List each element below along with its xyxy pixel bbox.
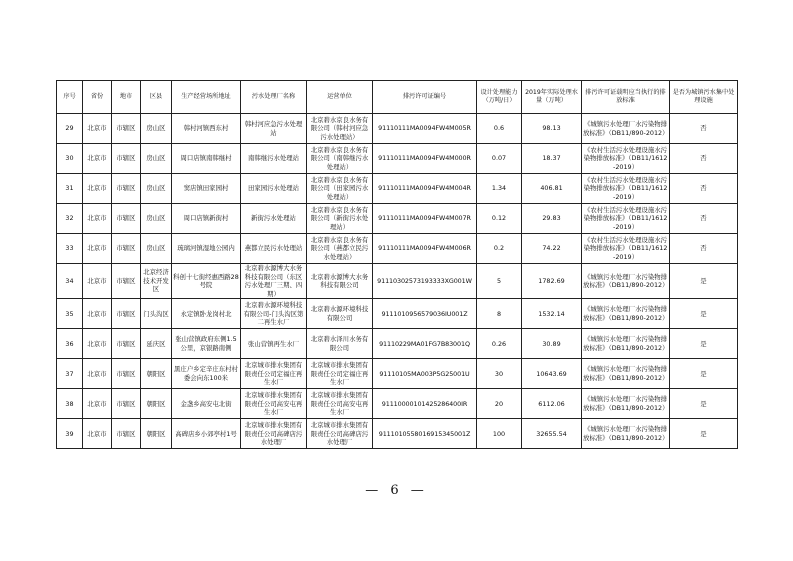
capacity-cell: 1.34 — [477, 174, 522, 204]
serial-number-cell: 39 — [57, 419, 83, 449]
table-row — [57, 359, 738, 389]
centralized-facility-cell: 否 — [670, 144, 738, 174]
city-cell: 市辖区 — [112, 299, 141, 329]
column-header: 是否为城镇污水集中处理设施 — [670, 81, 738, 114]
operator-cell: 北京碧水京良水务有限公司（新街污水处理站） — [307, 204, 373, 234]
treated-volume-cell: 30.89 — [522, 329, 582, 359]
district-cell: 北京经济技术开发区 — [141, 264, 172, 299]
treated-volume-cell: 10643.69 — [522, 359, 582, 389]
address-cell: 黑庄户乡定辛庄东村村委会向东100米 — [172, 359, 241, 389]
plant-name-cell: 南韩继污水处理站 — [241, 144, 307, 174]
operator-cell: 北京碧水京良水务有限公司（韩村河应急污水处理站） — [307, 114, 373, 144]
discharge-standard-cell: 《城镇污水处理厂水污染物排放标准》（DB11/890-2012） — [582, 114, 670, 144]
discharge-standard-cell: 《城镇污水处理厂水污染物排放标准》（DB11/890-2012） — [582, 299, 670, 329]
operator-cell: 北京碧水源环境科技有限公司 — [307, 299, 373, 329]
column-header: 生产经营场所地址 — [172, 81, 241, 114]
plant-name-cell: 北京城市排水集团有限责任公司高碑店污水处理厂 — [241, 419, 307, 449]
permit-number-cell: 91110111MA0094FW4M000R — [373, 144, 477, 174]
centralized-facility-cell: 是 — [670, 264, 738, 299]
treated-volume-cell: 74.22 — [522, 234, 582, 264]
permit-number-cell: 9111010956579036IU001Z — [373, 299, 477, 329]
permit-number-cell: 91110111MA0094FW4M006R — [373, 234, 477, 264]
city-cell: 市辖区 — [112, 174, 141, 204]
serial-number-cell: 32 — [57, 204, 83, 234]
serial-number-cell: 30 — [57, 144, 83, 174]
page-number: — 6 — — [365, 483, 428, 498]
column-header: 序号 — [57, 81, 83, 114]
table-row — [57, 389, 738, 419]
capacity-cell: 0.07 — [477, 144, 522, 174]
city-cell: 市辖区 — [112, 419, 141, 449]
district-cell: 房山区 — [141, 114, 172, 144]
operator-cell: 北京碧水京良水务有限公司（燕都立民污水处理站） — [307, 234, 373, 264]
treated-volume-cell: 18.37 — [522, 144, 582, 174]
city-cell: 市辖区 — [112, 359, 141, 389]
city-cell: 市辖区 — [112, 204, 141, 234]
address-cell: 科创十七街经惠西路28号院 — [172, 264, 241, 299]
centralized-facility-cell: 是 — [670, 329, 738, 359]
province-cell: 北京市 — [83, 114, 112, 144]
operator-cell: 北京碧水京良水务有限公司（田家园污水处理站） — [307, 174, 373, 204]
address-cell: 韩村河镇西东村 — [172, 114, 241, 144]
column-header: 设计处理能力（万吨/日） — [477, 81, 522, 114]
plant-name-cell: 燕都立民污水处理站 — [241, 234, 307, 264]
column-header: 区县 — [141, 81, 172, 114]
province-cell: 北京市 — [83, 144, 112, 174]
serial-number-cell: 38 — [57, 389, 83, 419]
capacity-cell: 100 — [477, 419, 522, 449]
capacity-cell: 20 — [477, 389, 522, 419]
plant-name-cell: 田家园污水处理站 — [241, 174, 307, 204]
plant-name-cell: 北京城市排水集团有限责任公司高安屯再生水厂 — [241, 389, 307, 419]
capacity-cell: 8 — [477, 299, 522, 329]
permit-number-cell: 91110111MA0094FW4M007R — [373, 204, 477, 234]
serial-number-cell: 36 — [57, 329, 83, 359]
discharge-standard-cell: 《农村生活污水处理设施水污染物排放标准》（DB11/1612-2019） — [582, 234, 670, 264]
table-row — [57, 114, 738, 144]
discharge-standard-cell: 《农村生活污水处理设施水污染物排放标准》（DB11/1612-2019） — [582, 174, 670, 204]
district-cell: 延庆区 — [141, 329, 172, 359]
address-cell: 周口店镇新街村 — [172, 204, 241, 234]
province-cell: 北京市 — [83, 299, 112, 329]
serial-number-cell: 31 — [57, 174, 83, 204]
address-cell: 永定镇卧龙岗村北 — [172, 299, 241, 329]
permit-number-cell: 91110302573193333XG001W — [373, 264, 477, 299]
district-cell: 朝阳区 — [141, 419, 172, 449]
plant-name-cell: 北京碧水源博大水务科技有限公司（东区污水处理厂三期、四期） — [241, 264, 307, 299]
operator-cell: 北京城市排水集团有限责任公司高碑店污水处理厂 — [307, 419, 373, 449]
treated-volume-cell: 98.13 — [522, 114, 582, 144]
operator-cell: 北京碧水泽川水务有限公司 — [307, 329, 373, 359]
capacity-cell: 5 — [477, 264, 522, 299]
treated-volume-cell: 29.83 — [522, 204, 582, 234]
permit-number-cell: 9111010558016915345001Z — [373, 419, 477, 449]
plant-name-cell: 韩村河应急污水处理站 — [241, 114, 307, 144]
capacity-cell: 0.26 — [477, 329, 522, 359]
city-cell: 市辖区 — [112, 114, 141, 144]
table-row — [57, 174, 738, 204]
capacity-cell: 30 — [477, 359, 522, 389]
table-row — [57, 264, 738, 299]
centralized-facility-cell: 是 — [670, 419, 738, 449]
province-cell: 北京市 — [83, 419, 112, 449]
address-cell: 窦店镇田家园村 — [172, 174, 241, 204]
column-header: 省份 — [83, 81, 112, 114]
capacity-cell: 0.2 — [477, 234, 522, 264]
plant-name-cell: 张山营镇再生水厂 — [241, 329, 307, 359]
address-cell: 金盏乡高安屯北街 — [172, 389, 241, 419]
column-header: 运营单位 — [307, 81, 373, 114]
operator-cell: 北京城市排水集团有限责任公司定福庄再生水厂 — [307, 359, 373, 389]
district-cell: 房山区 — [141, 174, 172, 204]
province-cell: 北京市 — [83, 389, 112, 419]
permit-number-cell: 91110229MA01FG7B83001Q — [373, 329, 477, 359]
district-cell: 房山区 — [141, 144, 172, 174]
table-row — [57, 234, 738, 264]
city-cell: 市辖区 — [112, 329, 141, 359]
discharge-standard-cell: 《农村生活污水处理设施水污染物排放标准》（DB11/1612-2019） — [582, 204, 670, 234]
capacity-cell: 0.12 — [477, 204, 522, 234]
column-header: 地市 — [112, 81, 141, 114]
wastewater-plant-table — [56, 80, 738, 449]
table-row — [57, 144, 738, 174]
plant-name-cell: 北京碧水源环境科技有限公司-门头沟区第二再生水厂 — [241, 299, 307, 329]
city-cell: 市辖区 — [112, 264, 141, 299]
district-cell: 朝阳区 — [141, 359, 172, 389]
district-cell: 朝阳区 — [141, 389, 172, 419]
centralized-facility-cell: 否 — [670, 114, 738, 144]
treated-volume-cell: 406.81 — [522, 174, 582, 204]
permit-number-cell: 91110105MA003P5G25001U — [373, 359, 477, 389]
centralized-facility-cell: 否 — [670, 204, 738, 234]
table-row — [57, 299, 738, 329]
discharge-standard-cell: 《城镇污水处理厂水污染物排放标准》（DB11/890-2012） — [582, 389, 670, 419]
centralized-facility-cell: 是 — [670, 389, 738, 419]
treated-volume-cell: 6112.06 — [522, 389, 582, 419]
city-cell: 市辖区 — [112, 389, 141, 419]
treated-volume-cell: 32655.54 — [522, 419, 582, 449]
discharge-standard-cell: 《城镇污水处理厂水污染物排放标准》（DB11/890-2012） — [582, 359, 670, 389]
province-cell: 北京市 — [83, 174, 112, 204]
column-header: 2019年实际处理水量（万吨） — [522, 81, 582, 114]
centralized-facility-cell: 否 — [670, 234, 738, 264]
column-header: 污水处理厂名称 — [241, 81, 307, 114]
discharge-standard-cell: 《农村生活污水处理设施水污染物排放标准》（DB11/1612-2019） — [582, 144, 670, 174]
table-row — [57, 419, 738, 449]
address-cell: 周口店镇南韩继村 — [172, 144, 241, 174]
column-header: 排污许可证编号 — [373, 81, 477, 114]
permit-number-cell: 91110111MA0094FW4M005R — [373, 114, 477, 144]
treated-volume-cell: 1782.69 — [522, 264, 582, 299]
district-cell: 房山区 — [141, 234, 172, 264]
district-cell: 房山区 — [141, 204, 172, 234]
province-cell: 北京市 — [83, 329, 112, 359]
treated-volume-cell: 1532.14 — [522, 299, 582, 329]
discharge-standard-cell: 《城镇污水处理厂水污染物排放标准》（DB11/890-2012） — [582, 329, 670, 359]
operator-cell: 北京碧水源博大水务科技有限公司 — [307, 264, 373, 299]
serial-number-cell: 29 — [57, 114, 83, 144]
plant-name-cell: 北京城市排水集团有限责任公司定福庄再生水厂 — [241, 359, 307, 389]
serial-number-cell: 33 — [57, 234, 83, 264]
plant-name-cell: 新街污水处理站 — [241, 204, 307, 234]
city-cell: 市辖区 — [112, 144, 141, 174]
province-cell: 北京市 — [83, 234, 112, 264]
centralized-facility-cell: 否 — [670, 174, 738, 204]
serial-number-cell: 35 — [57, 299, 83, 329]
centralized-facility-cell: 是 — [670, 359, 738, 389]
table-row — [57, 329, 738, 359]
province-cell: 北京市 — [83, 264, 112, 299]
address-cell: 琉璃河镇湿地公园内 — [172, 234, 241, 264]
table-header-row — [57, 81, 738, 114]
province-cell: 北京市 — [83, 359, 112, 389]
address-cell: 高碑店乡小郊亭村1号 — [172, 419, 241, 449]
serial-number-cell: 34 — [57, 264, 83, 299]
city-cell: 市辖区 — [112, 234, 141, 264]
discharge-standard-cell: 《城镇污水处理厂水污染物排放标准》（DB11/890-2012） — [582, 264, 670, 299]
discharge-standard-cell: 《城镇污水处理厂水污染物排放标准》（DB11/890-2012） — [582, 419, 670, 449]
serial-number-cell: 37 — [57, 359, 83, 389]
table-row — [57, 204, 738, 234]
permit-number-cell: 91110111MA0094FW4M004R — [373, 174, 477, 204]
province-cell: 北京市 — [83, 204, 112, 234]
capacity-cell: 0.6 — [477, 114, 522, 144]
column-header: 排污许可证载明应当执行的排放标准 — [582, 81, 670, 114]
permit-number-cell: 91110000101425286400IR — [373, 389, 477, 419]
centralized-facility-cell: 是 — [670, 299, 738, 329]
operator-cell: 北京城市排水集团有限责任公司高安屯再生水厂 — [307, 389, 373, 419]
operator-cell: 北京碧水京良水务有限公司（南韩继污水处理站） — [307, 144, 373, 174]
address-cell: 张山营镇政府东侧1.5公里，京银路南侧 — [172, 329, 241, 359]
district-cell: 门头沟区 — [141, 299, 172, 329]
